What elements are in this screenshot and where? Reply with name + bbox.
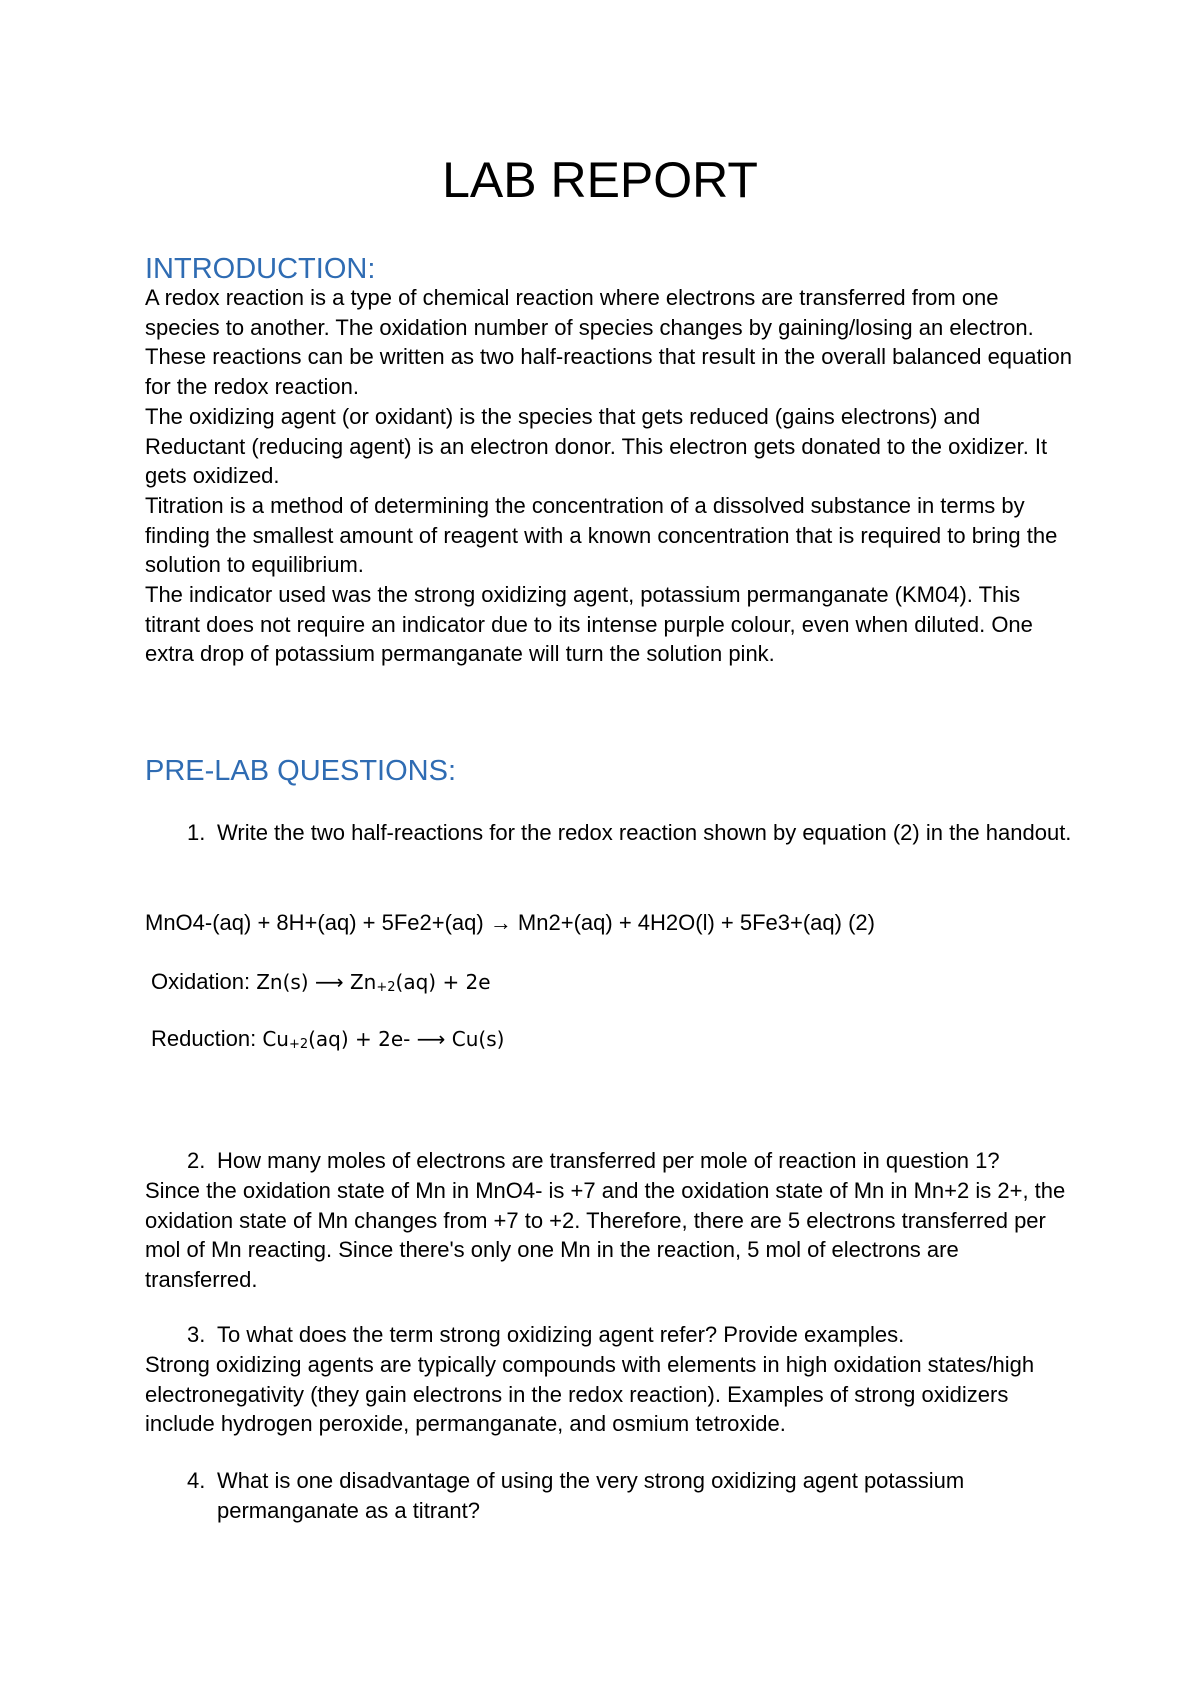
question-text: How many moles of electrons are transferred per mole of reaction in question 1? bbox=[217, 1148, 1000, 1173]
question-3-answer: Strong oxidizing agents are typically compounds with elements in high oxidation states/high electronegativity (they gain electrons in the redox reaction). Examples of strong oxidizers include hydrogen peroxide, permanganate, and osmium tetroxide. bbox=[145, 1352, 1035, 1437]
page-title: LAB REPORT bbox=[442, 152, 758, 208]
question-3 bbox=[145, 1320, 1075, 1350]
question-4 bbox=[145, 1466, 1075, 1526]
intro-paragraph-titration: Titration is a method of determining the concentration of a dissolved substance in terms by finding the smallest amount of reagent with a known concentration that is required to bring the solution to equilibrium. bbox=[145, 492, 1058, 578]
intro-paragraph-indicator: The indicator used was the strong oxidizing agent, potassium permanganate (KM04). This titrant does not require an indicator due to its intense purple colour, even when diluted. One extra drop of potassium permanganate will turn the solution pink. bbox=[145, 582, 1033, 667]
reduction-formula: $Cu_{+2}(aq) + 2e-$ ⟶ Cu(s) bbox=[262, 1027, 505, 1052]
reduction-label: Reduction: bbox=[151, 1026, 257, 1051]
question-number: 2. bbox=[187, 1148, 206, 1173]
question-number: 1. bbox=[187, 820, 206, 845]
question-number: 3. bbox=[187, 1322, 206, 1347]
redox-equation: MnO4-(aq) + 8H+(aq) + 5Fe2+(aq) → Mn2+(aq) + 4H2O(l) + 5Fe3+(aq) (2) bbox=[145, 910, 875, 935]
question-text: To what does the term strong oxidizing agent refer? Provide examples. bbox=[217, 1322, 905, 1347]
question-text: Write the two half-reactions for the redox reaction shown by equation (2) in the handout. bbox=[217, 820, 1072, 845]
introduction-body bbox=[145, 283, 1075, 669]
oxidation-half-reaction bbox=[151, 967, 491, 1003]
intro-paragraph-redox: A redox reaction is a type of chemical reaction where electrons are transferred from one species to another. The oxidation number of species changes by gaining/losing an electron. These reactions can be written as two half-reactions that result in the overall balanced equation for the redox reaction. bbox=[145, 285, 1072, 400]
question-number: 4. bbox=[187, 1468, 206, 1493]
question-2-answer: Since the oxidation state of Mn in MnO4- is +7 and the oxidation state of Mn in Mn+2 is 2+, the oxidation state of Mn changes from +7 to +2. Therefore, there are 5 electrons transferred per mol of Mn reacting. Since there's only one Mn in the reaction, 5 mol of electrons are transferred. bbox=[145, 1178, 1066, 1293]
prelab-heading: PRE-LAB QUESTIONS: bbox=[145, 755, 457, 787]
oxidation-formula: Zn(s) ⟶ $Zn_{+2}(aq) + 2e$ bbox=[256, 970, 491, 995]
intro-paragraph-oxidizing-agent: The oxidizing agent (or oxidant) is the species that gets reduced (gains electrons) and Reductant (reducing agent) is an electron donor. This electron gets donated to the oxidizer. It gets oxidized. bbox=[145, 403, 1048, 489]
introduction-heading: INTRODUCTION: bbox=[145, 253, 376, 285]
question-text: What is one disadvantage of using the very strong oxidizing agent potassium permanganate as a titrant? bbox=[217, 1468, 965, 1523]
oxidation-label: Oxidation: bbox=[151, 969, 251, 994]
question-2 bbox=[145, 1146, 1075, 1176]
question-1 bbox=[145, 818, 1075, 848]
reduction-half-reaction bbox=[151, 1024, 504, 1060]
